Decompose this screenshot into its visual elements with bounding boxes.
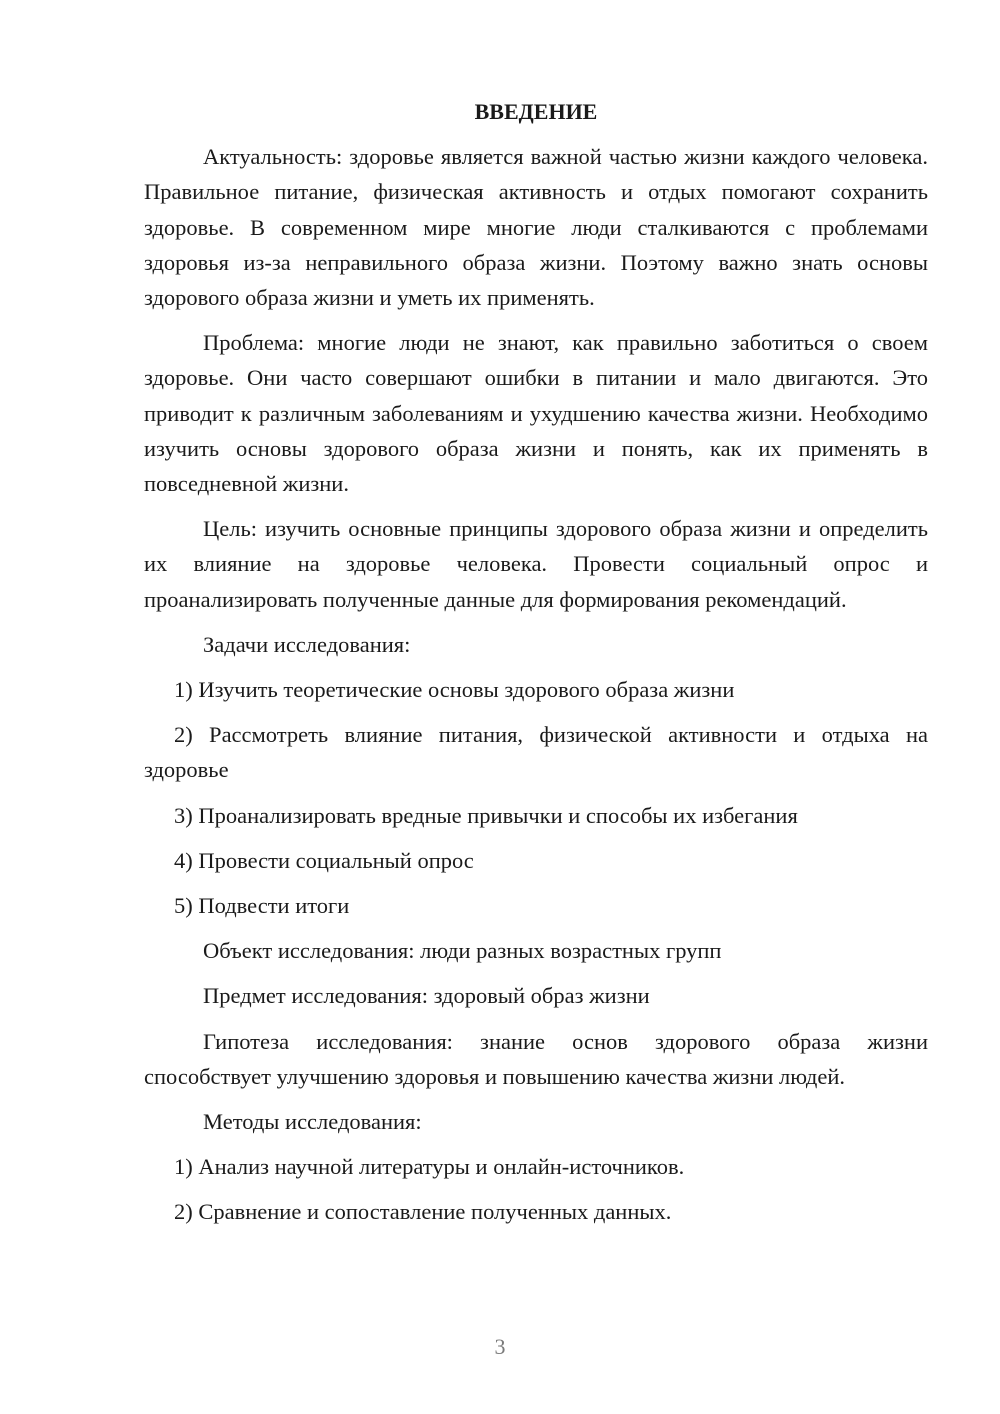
task-item: 4) Провести социальный опрос: [174, 847, 474, 873]
research-subject: Предмет исследования: здоровый образ жизни: [203, 983, 650, 1009]
document-page: [144, 94, 928, 1240]
research-object: Объект исследования: люди разных возрастных групп: [203, 938, 722, 964]
tasks-heading: Задачи исследования:: [203, 631, 411, 657]
section-title: ВВЕДЕНИЕ: [474, 99, 598, 124]
problem-paragraph: Проблема: многие люди не знают, как правильно заботиться о своем здоровье. Они часто совершают ошибки в питании и мало двигаются. Это приводит к различным заболеваниям и ухудшению качества жизни. Необходимо изучить основы здорового образа жизни и понять, как их применять в повседневной жизни.: [144, 330, 928, 497]
method-item: 2) Сравнение и сопоставление полученных данных.: [174, 1199, 672, 1225]
task-item: 3) Проанализировать вредные привычки и способы их избегания: [174, 802, 798, 828]
task-item: 1) Изучить теоретические основы здорового образа жизни: [174, 677, 735, 703]
hypothesis-paragraph: Гипотеза исследования: знание основ здорового образа жизни способствует улучшению здоровья и повышению качества жизни людей.: [144, 1028, 928, 1089]
task-item: 2) Рассмотреть влияние питания, физической активности и отдыха на здоровье: [144, 722, 928, 783]
task-item: 5) Подвести итоги: [174, 893, 350, 919]
goal-paragraph: Цель: изучить основные принципы здорового образа жизни и определить их влияние на здоровье человека. Провести социальный опрос и проанализировать полученные данные для формирования рекомендаций.: [144, 516, 928, 612]
method-item: 1) Анализ научной литературы и онлайн-источников.: [174, 1154, 685, 1180]
methods-heading: Методы исследования:: [203, 1109, 422, 1135]
relevance-paragraph: Актуальность: здоровье является важной частью жизни каждого человека. Правильное питание, физическая активность и отдых помогают сохранить здоровье. В современном мире многие люди сталкиваются с проблемами здоровья из-за неправильного образа жизни. Поэтому важно знать основы здорового образа жизни и уметь их применять.: [144, 144, 928, 311]
page-number: 3: [494, 1334, 506, 1359]
